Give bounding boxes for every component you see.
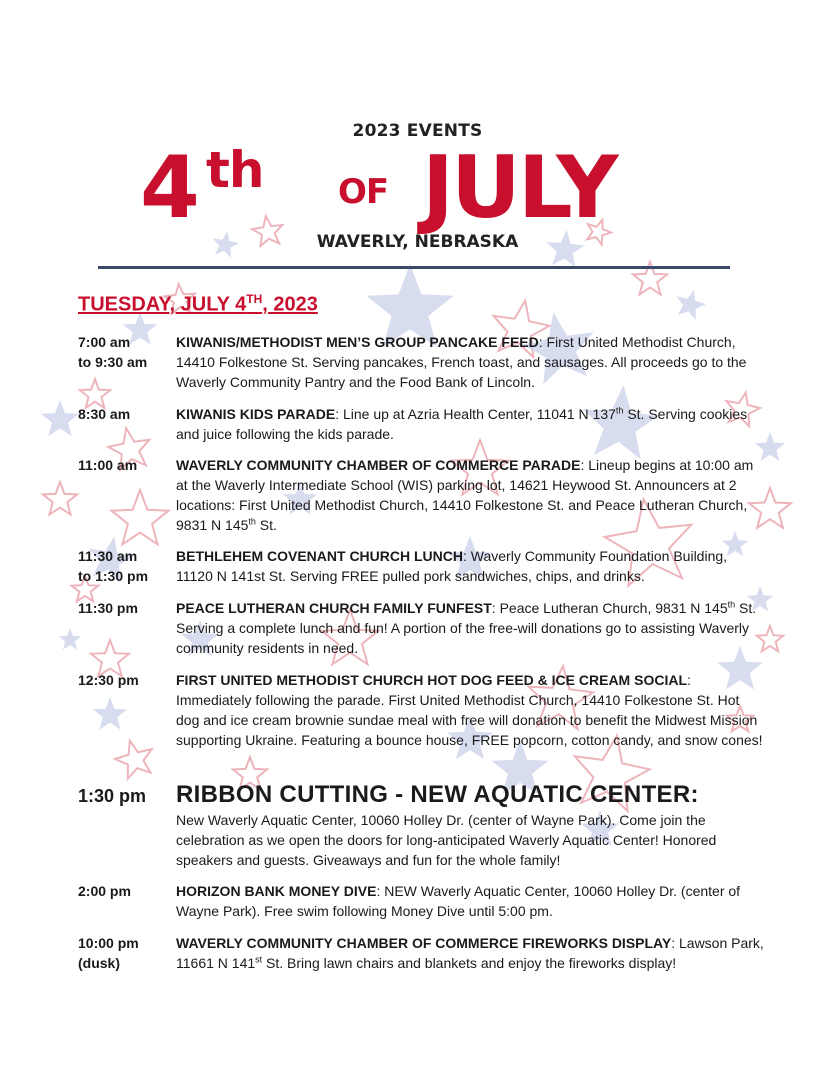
event-details-continued: St. Bring lawn chairs and blankets and enjoy the fireworks display!: [262, 955, 677, 971]
event-details: New Waverly Aquatic Center, 10060 Holley Dr. (center of Wayne Park). Come join the celebration as we open the doors for long-anticipated Waverly Aquatic Center! Honored speakers and guests. Giveaways and fun for the whole family!: [176, 812, 717, 868]
event-name: BETHLEHEM COVENANT CHURCH LUNCH: [176, 548, 463, 564]
event-details-continued: St. Serving a complete lunch and fun! A portion of the free-will donations go to assisting Waverly community residents in need.: [176, 600, 757, 656]
event-name: RIBBON CUTTING - NEW AQUATIC CENTER:: [176, 781, 699, 808]
title-month: JULY: [422, 138, 616, 238]
event-time: 2:00 pm: [78, 883, 131, 899]
ordinal-suffix: th: [727, 599, 736, 610]
event-description: [176, 780, 766, 870]
event-date: [78, 292, 318, 317]
event-name: WAVERLY COMMUNITY CHAMBER OF COMMERCE FIREWORKS DISPLAY: [176, 935, 672, 951]
ordinal-suffix: th: [615, 405, 624, 416]
event-description: [176, 332, 766, 392]
event-time: 8:30 am: [78, 406, 131, 422]
main-title: [140, 138, 700, 238]
events-year-heading: 2023 EVENTS: [352, 121, 483, 141]
date-suffix: , 2023: [262, 293, 318, 316]
event-description: [176, 881, 766, 921]
event-details: : Lawson Park, 11661 N 141: [176, 935, 764, 971]
event-time: 12:30 pm: [78, 672, 139, 688]
ordinal-suffix: st: [255, 954, 263, 965]
event-description: [176, 598, 766, 658]
event-name: WAVERLY COMMUNITY CHAMBER OF COMMERCE PARADE: [176, 457, 581, 473]
event-details: : Waverly Community Foundation Building, 11120 N 141st St. Serving FREE pulled pork sandwiches, chips, and drinks.: [176, 548, 728, 584]
event-name: PEACE LUTHERAN CHURCH FAMILY FUNFEST: [176, 600, 492, 616]
location-heading: WAVERLY, NEBRASKA: [316, 232, 519, 252]
event-time: 1:30 pm: [78, 786, 147, 806]
event-description: [176, 455, 766, 535]
event-details-continued: St. Serving cookies and juice following the kids parade.: [176, 406, 748, 442]
date-prefix: TUESDAY, JULY 4: [78, 293, 247, 316]
date-ordinal: TH: [246, 292, 263, 306]
event-name: KIWANIS/METHODIST MEN’S GROUP PANCAKE FEED: [176, 334, 539, 350]
event-details: : First United Methodist Church, 14410 Folkestone St. Serving pancakes, French toast, and sausages. All proceeds go to the Waverly Community Pantry and the Food Bank of Lincoln.: [176, 334, 747, 390]
event-time: 11:30 am to 1:30 pm: [78, 548, 149, 584]
event-time: 10:00 pm (dusk): [78, 935, 139, 971]
event-details: : Immediately following the parade. First United Methodist Church, 14410 Folkestone St. Hot dog and ice cream brownie sundae meal with free will donation to benefit the Midwest Mission supporting Ukraine. Featuring a bounce house, FREE popcorn, cotton candy, and snow cones!: [176, 672, 763, 748]
event-details: : Line up at Azria Health Center, 11041 N 137: [335, 406, 616, 422]
event-name: HORIZON BANK MONEY DIVE: [176, 883, 377, 899]
event-description: [176, 404, 766, 444]
event-name: FIRST UNITED METHODIST CHURCH HOT DOG FEED & ICE CREAM SOCIAL: [176, 672, 687, 688]
event-time: 11:00 am: [78, 457, 138, 473]
title-of: OF: [338, 172, 389, 212]
event-time: 7:00 am to 9:30 am: [78, 334, 148, 370]
ordinal-suffix: th: [248, 516, 256, 527]
title-number: 4: [140, 138, 198, 238]
event-details-continued: St.: [255, 517, 277, 533]
header-divider: [98, 266, 730, 269]
event-time: 11:30 pm: [78, 600, 138, 616]
event-details: : NEW Waverly Aquatic Center, 10060 Holley Dr. (center of Wayne Park). Free swim following Money Dive until 5:00 pm.: [176, 883, 741, 919]
event-description: [176, 546, 766, 586]
event-name: KIWANIS KIDS PARADE: [176, 406, 336, 422]
event-details: : Lineup begins at 10:00 am at the Waverly Intermediate School (WIS) parking lot, 14621 Heywood St. Announcers at 2 locations: First United Methodist Church, 14410 Folkestone St. and Peace Lutheran Church, 9831 N 145: [176, 457, 754, 533]
event-description: [176, 670, 766, 750]
event-description: [176, 933, 766, 973]
title-suffix: th: [206, 141, 264, 199]
event-details: : Peace Lutheran Church, 9831 N 145: [491, 600, 728, 616]
